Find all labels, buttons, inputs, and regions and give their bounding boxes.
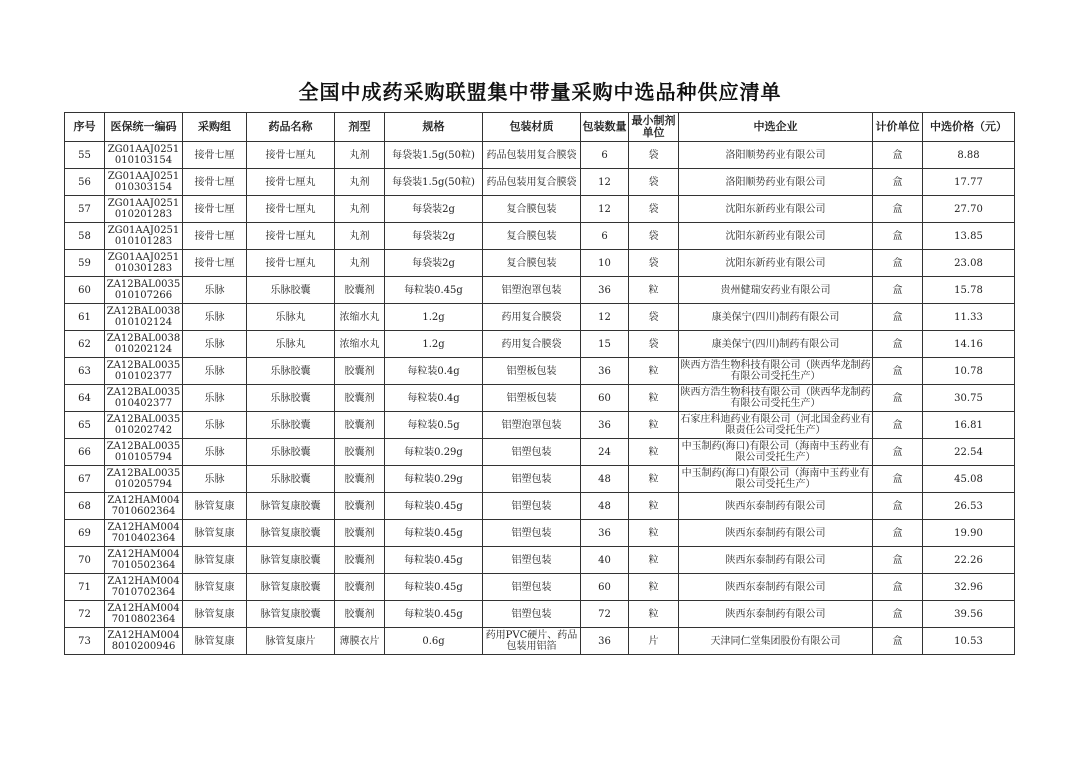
cell-group: 接骨七厘 [183, 169, 247, 196]
cell-dosage-form: 胶囊剂 [335, 520, 385, 547]
cell-material: 复合膜包装 [483, 196, 581, 223]
cell-price-unit: 盒 [873, 628, 923, 655]
cell-group: 脉管复康 [183, 493, 247, 520]
cell-material: 铝塑包装 [483, 466, 581, 493]
cell-material: 复合膜包装 [483, 250, 581, 277]
cell-index: 57 [65, 196, 105, 223]
cell-pack-qty: 48 [581, 466, 629, 493]
cell-company: 沈阳东新药业有限公司 [679, 196, 873, 223]
cell-price-unit: 盒 [873, 439, 923, 466]
cell-price: 45.08 [923, 466, 1015, 493]
cell-index: 61 [65, 304, 105, 331]
cell-material: 药用复合膜袋 [483, 304, 581, 331]
cell-dosage-form: 胶囊剂 [335, 547, 385, 574]
cell-code: ZA12BAL0038010102124 [105, 304, 183, 331]
cell-drug-name: 脉管复康胶囊 [247, 574, 335, 601]
cell-spec: 每粒装0.45g [385, 520, 483, 547]
cell-spec: 每粒装0.45g [385, 601, 483, 628]
cell-min-unit: 袋 [629, 223, 679, 250]
cell-index: 66 [65, 439, 105, 466]
cell-spec: 每粒装0.29g [385, 466, 483, 493]
supply-list-table [64, 112, 1015, 655]
cell-spec: 每粒装0.4g [385, 358, 483, 385]
cell-spec: 每袋装1.5g(50粒) [385, 169, 483, 196]
cell-code: ZA12HAM0047010702364 [105, 574, 183, 601]
cell-min-unit: 粒 [629, 412, 679, 439]
cell-dosage-form: 胶囊剂 [335, 439, 385, 466]
cell-price: 23.08 [923, 250, 1015, 277]
cell-drug-name: 接骨七厘丸 [247, 169, 335, 196]
table-row [65, 493, 1015, 520]
cell-index: 63 [65, 358, 105, 385]
cell-drug-name: 脉管复康胶囊 [247, 601, 335, 628]
cell-dosage-form: 胶囊剂 [335, 493, 385, 520]
cell-index: 71 [65, 574, 105, 601]
cell-price-unit: 盒 [873, 574, 923, 601]
cell-price-unit: 盒 [873, 547, 923, 574]
cell-min-unit: 粒 [629, 358, 679, 385]
cell-company: 沈阳东新药业有限公司 [679, 223, 873, 250]
cell-price: 22.26 [923, 547, 1015, 574]
cell-index: 59 [65, 250, 105, 277]
cell-pack-qty: 15 [581, 331, 629, 358]
cell-company: 贵州健瑞安药业有限公司 [679, 277, 873, 304]
cell-company: 陕西方浩生物科技有限公司（陕西华龙制药有限公司受托生产） [679, 385, 873, 412]
cell-spec: 每粒装0.45g [385, 574, 483, 601]
cell-group: 脉管复康 [183, 547, 247, 574]
cell-pack-qty: 48 [581, 493, 629, 520]
cell-dosage-form: 胶囊剂 [335, 412, 385, 439]
cell-material: 铝塑包装 [483, 439, 581, 466]
cell-price: 15.78 [923, 277, 1015, 304]
cell-price-unit: 盒 [873, 304, 923, 331]
cell-drug-name: 乐脉胶囊 [247, 277, 335, 304]
cell-material: 铝塑板包装 [483, 385, 581, 412]
cell-pack-qty: 6 [581, 223, 629, 250]
cell-group: 脉管复康 [183, 520, 247, 547]
cell-index: 58 [65, 223, 105, 250]
cell-code: ZG01AAJ0251010303154 [105, 169, 183, 196]
cell-company: 石家庄科迪药业有限公司（河北国金药业有限责任公司受托生产） [679, 412, 873, 439]
cell-price: 19.90 [923, 520, 1015, 547]
cell-spec: 1.2g [385, 304, 483, 331]
cell-min-unit: 粒 [629, 601, 679, 628]
table-row [65, 169, 1015, 196]
cell-price: 11.33 [923, 304, 1015, 331]
cell-company: 陕西东泰制药有限公司 [679, 547, 873, 574]
cell-pack-qty: 36 [581, 277, 629, 304]
cell-min-unit: 粒 [629, 385, 679, 412]
cell-pack-qty: 40 [581, 547, 629, 574]
header-group: 采购组 [183, 113, 247, 142]
table-row [65, 466, 1015, 493]
cell-spec: 1.2g [385, 331, 483, 358]
cell-index: 68 [65, 493, 105, 520]
cell-code: ZA12BAL0035010107266 [105, 277, 183, 304]
table-row [65, 628, 1015, 655]
cell-index: 72 [65, 601, 105, 628]
cell-pack-qty: 12 [581, 304, 629, 331]
cell-spec: 0.6g [385, 628, 483, 655]
cell-price-unit: 盒 [873, 223, 923, 250]
cell-code: ZA12BAL0035010102377 [105, 358, 183, 385]
cell-price: 26.53 [923, 493, 1015, 520]
cell-dosage-form: 丸剂 [335, 196, 385, 223]
cell-code: ZA12BAL0035010202742 [105, 412, 183, 439]
cell-code: ZA12HAM0047010402364 [105, 520, 183, 547]
cell-company: 中玉制药(海口)有限公司（海南中玉药业有限公司受托生产） [679, 466, 873, 493]
cell-group: 脉管复康 [183, 628, 247, 655]
cell-spec: 每粒装0.5g [385, 412, 483, 439]
cell-group: 乐脉 [183, 466, 247, 493]
cell-group: 脉管复康 [183, 574, 247, 601]
cell-code: ZA12HAM0048010200946 [105, 628, 183, 655]
cell-dosage-form: 胶囊剂 [335, 601, 385, 628]
cell-min-unit: 粒 [629, 277, 679, 304]
cell-index: 67 [65, 466, 105, 493]
table-row [65, 385, 1015, 412]
cell-company: 沈阳东新药业有限公司 [679, 250, 873, 277]
cell-pack-qty: 36 [581, 520, 629, 547]
header-index: 序号 [65, 113, 105, 142]
header-company: 中选企业 [679, 113, 873, 142]
header-code: 医保统一编码 [105, 113, 183, 142]
cell-min-unit: 粒 [629, 574, 679, 601]
cell-pack-qty: 72 [581, 601, 629, 628]
table-row [65, 304, 1015, 331]
cell-group: 乐脉 [183, 331, 247, 358]
header-min-unit: 最小制剂单位 [629, 113, 679, 142]
cell-dosage-form: 丸剂 [335, 169, 385, 196]
cell-code: ZA12HAM0047010502364 [105, 547, 183, 574]
cell-spec: 每袋装2g [385, 196, 483, 223]
cell-company: 陕西东泰制药有限公司 [679, 601, 873, 628]
cell-drug-name: 脉管复康片 [247, 628, 335, 655]
cell-price-unit: 盒 [873, 169, 923, 196]
cell-price-unit: 盒 [873, 601, 923, 628]
table-row [65, 439, 1015, 466]
cell-index: 65 [65, 412, 105, 439]
cell-price: 22.54 [923, 439, 1015, 466]
cell-material: 药用复合膜袋 [483, 331, 581, 358]
cell-spec: 每袋装2g [385, 250, 483, 277]
cell-material: 铝塑包装 [483, 547, 581, 574]
header-pack-qty: 包装数量 [581, 113, 629, 142]
cell-drug-name: 脉管复康胶囊 [247, 547, 335, 574]
table-row [65, 331, 1015, 358]
cell-material: 药品包装用复合膜袋 [483, 142, 581, 169]
table-header-row [65, 113, 1015, 142]
cell-company: 陕西东泰制药有限公司 [679, 574, 873, 601]
cell-drug-name: 乐脉胶囊 [247, 466, 335, 493]
cell-price: 16.81 [923, 412, 1015, 439]
cell-min-unit: 粒 [629, 520, 679, 547]
cell-price-unit: 盒 [873, 493, 923, 520]
cell-material: 铝塑包装 [483, 493, 581, 520]
cell-min-unit: 袋 [629, 142, 679, 169]
cell-min-unit: 粒 [629, 466, 679, 493]
cell-code: ZA12BAL0035010105794 [105, 439, 183, 466]
table-row [65, 277, 1015, 304]
header-price-unit: 计价单位 [873, 113, 923, 142]
cell-material: 铝塑包装 [483, 601, 581, 628]
table-row [65, 412, 1015, 439]
cell-index: 64 [65, 385, 105, 412]
cell-code: ZA12BAL0035010402377 [105, 385, 183, 412]
cell-min-unit: 粒 [629, 547, 679, 574]
cell-group: 乐脉 [183, 385, 247, 412]
cell-material: 药用PVC硬片、药品包装用铝箔 [483, 628, 581, 655]
cell-min-unit: 袋 [629, 304, 679, 331]
cell-group: 接骨七厘 [183, 250, 247, 277]
cell-material: 复合膜包装 [483, 223, 581, 250]
cell-price: 14.16 [923, 331, 1015, 358]
cell-price: 10.78 [923, 358, 1015, 385]
cell-drug-name: 乐脉胶囊 [247, 439, 335, 466]
cell-pack-qty: 36 [581, 358, 629, 385]
cell-pack-qty: 6 [581, 142, 629, 169]
cell-index: 69 [65, 520, 105, 547]
cell-pack-qty: 36 [581, 628, 629, 655]
cell-material: 药品包装用复合膜袋 [483, 169, 581, 196]
cell-drug-name: 接骨七厘丸 [247, 142, 335, 169]
table-row [65, 250, 1015, 277]
cell-code: ZA12BAL0038010202124 [105, 331, 183, 358]
table-row [65, 358, 1015, 385]
cell-material: 铝塑包装 [483, 520, 581, 547]
header-dosage-form: 剂型 [335, 113, 385, 142]
cell-company: 洛阳顺势药业有限公司 [679, 142, 873, 169]
cell-material: 铝塑泡罩包装 [483, 277, 581, 304]
cell-price-unit: 盒 [873, 142, 923, 169]
table-row [65, 520, 1015, 547]
cell-spec: 每粒装0.45g [385, 493, 483, 520]
cell-drug-name: 乐脉胶囊 [247, 358, 335, 385]
cell-code: ZG01AAJ0251010103154 [105, 142, 183, 169]
cell-drug-name: 乐脉丸 [247, 331, 335, 358]
cell-dosage-form: 丸剂 [335, 223, 385, 250]
cell-dosage-form: 胶囊剂 [335, 574, 385, 601]
cell-material: 铝塑包装 [483, 574, 581, 601]
header-drug-name: 药品名称 [247, 113, 335, 142]
cell-min-unit: 袋 [629, 331, 679, 358]
cell-drug-name: 乐脉胶囊 [247, 412, 335, 439]
cell-min-unit: 袋 [629, 169, 679, 196]
document-title: 全国中成药采购联盟集中带量采购中选品种供应清单 [298, 80, 782, 104]
cell-dosage-form: 薄膜衣片 [335, 628, 385, 655]
cell-pack-qty: 60 [581, 385, 629, 412]
cell-index: 55 [65, 142, 105, 169]
cell-spec: 每袋装2g [385, 223, 483, 250]
cell-group: 乐脉 [183, 439, 247, 466]
cell-code: ZG01AAJ0251010101283 [105, 223, 183, 250]
cell-min-unit: 粒 [629, 493, 679, 520]
cell-price-unit: 盒 [873, 277, 923, 304]
cell-drug-name: 接骨七厘丸 [247, 250, 335, 277]
cell-min-unit: 袋 [629, 250, 679, 277]
cell-min-unit: 袋 [629, 196, 679, 223]
cell-min-unit: 粒 [629, 439, 679, 466]
cell-price-unit: 盒 [873, 250, 923, 277]
cell-drug-name: 乐脉丸 [247, 304, 335, 331]
cell-group: 脉管复康 [183, 601, 247, 628]
table-body [65, 142, 1015, 655]
cell-group: 乐脉 [183, 277, 247, 304]
cell-price: 32.96 [923, 574, 1015, 601]
cell-index: 60 [65, 277, 105, 304]
cell-code: ZG01AAJ0251010301283 [105, 250, 183, 277]
cell-dosage-form: 胶囊剂 [335, 358, 385, 385]
cell-spec: 每粒装0.4g [385, 385, 483, 412]
cell-price: 30.75 [923, 385, 1015, 412]
table-row [65, 547, 1015, 574]
cell-company: 康美保宁(四川)制药有限公司 [679, 331, 873, 358]
cell-company: 中玉制药(海口)有限公司（海南中玉药业有限公司受托生产） [679, 439, 873, 466]
cell-price-unit: 盒 [873, 520, 923, 547]
cell-index: 70 [65, 547, 105, 574]
cell-dosage-form: 浓缩水丸 [335, 331, 385, 358]
cell-drug-name: 乐脉胶囊 [247, 385, 335, 412]
cell-group: 乐脉 [183, 412, 247, 439]
cell-dosage-form: 丸剂 [335, 142, 385, 169]
cell-pack-qty: 12 [581, 196, 629, 223]
cell-company: 洛阳顺势药业有限公司 [679, 169, 873, 196]
header-spec: 规格 [385, 113, 483, 142]
cell-code: ZG01AAJ0251010201283 [105, 196, 183, 223]
cell-company: 陕西东泰制药有限公司 [679, 493, 873, 520]
cell-price-unit: 盒 [873, 385, 923, 412]
cell-pack-qty: 24 [581, 439, 629, 466]
cell-group: 乐脉 [183, 304, 247, 331]
header-material: 包装材质 [483, 113, 581, 142]
cell-drug-name: 接骨七厘丸 [247, 196, 335, 223]
cell-drug-name: 接骨七厘丸 [247, 223, 335, 250]
cell-dosage-form: 浓缩水丸 [335, 304, 385, 331]
cell-index: 73 [65, 628, 105, 655]
cell-price: 13.85 [923, 223, 1015, 250]
cell-spec: 每粒装0.29g [385, 439, 483, 466]
cell-code: ZA12HAM0047010602364 [105, 493, 183, 520]
cell-spec: 每粒装0.45g [385, 277, 483, 304]
cell-price-unit: 盒 [873, 331, 923, 358]
cell-spec: 每袋装1.5g(50粒) [385, 142, 483, 169]
cell-company: 天津同仁堂集团股份有限公司 [679, 628, 873, 655]
cell-material: 铝塑板包装 [483, 358, 581, 385]
cell-group: 接骨七厘 [183, 142, 247, 169]
cell-price-unit: 盒 [873, 412, 923, 439]
cell-code: ZA12BAL0035010205794 [105, 466, 183, 493]
cell-pack-qty: 36 [581, 412, 629, 439]
cell-drug-name: 脉管复康胶囊 [247, 520, 335, 547]
cell-price: 27.70 [923, 196, 1015, 223]
cell-group: 乐脉 [183, 358, 247, 385]
cell-dosage-form: 胶囊剂 [335, 466, 385, 493]
cell-min-unit: 片 [629, 628, 679, 655]
cell-price: 39.56 [923, 601, 1015, 628]
cell-company: 陕西东泰制药有限公司 [679, 520, 873, 547]
cell-pack-qty: 10 [581, 250, 629, 277]
cell-group: 接骨七厘 [183, 196, 247, 223]
cell-drug-name: 脉管复康胶囊 [247, 493, 335, 520]
cell-group: 接骨七厘 [183, 223, 247, 250]
cell-company: 康美保宁(四川)制药有限公司 [679, 304, 873, 331]
cell-material: 铝塑泡罩包装 [483, 412, 581, 439]
cell-company: 陕西方浩生物科技有限公司（陕西华龙制药有限公司受托生产） [679, 358, 873, 385]
cell-dosage-form: 胶囊剂 [335, 385, 385, 412]
table-row [65, 223, 1015, 250]
cell-pack-qty: 12 [581, 169, 629, 196]
cell-price: 17.77 [923, 169, 1015, 196]
table-row [65, 601, 1015, 628]
cell-code: ZA12HAM0047010802364 [105, 601, 183, 628]
table-row [65, 142, 1015, 169]
cell-price-unit: 盒 [873, 196, 923, 223]
cell-price: 10.53 [923, 628, 1015, 655]
table-row [65, 574, 1015, 601]
cell-price-unit: 盒 [873, 358, 923, 385]
cell-dosage-form: 丸剂 [335, 250, 385, 277]
cell-pack-qty: 60 [581, 574, 629, 601]
header-price: 中选价格（元） [923, 113, 1015, 142]
cell-index: 56 [65, 169, 105, 196]
cell-dosage-form: 胶囊剂 [335, 277, 385, 304]
table-row [65, 196, 1015, 223]
cell-index: 62 [65, 331, 105, 358]
cell-price: 8.88 [923, 142, 1015, 169]
cell-spec: 每粒装0.45g [385, 547, 483, 574]
cell-price-unit: 盒 [873, 466, 923, 493]
